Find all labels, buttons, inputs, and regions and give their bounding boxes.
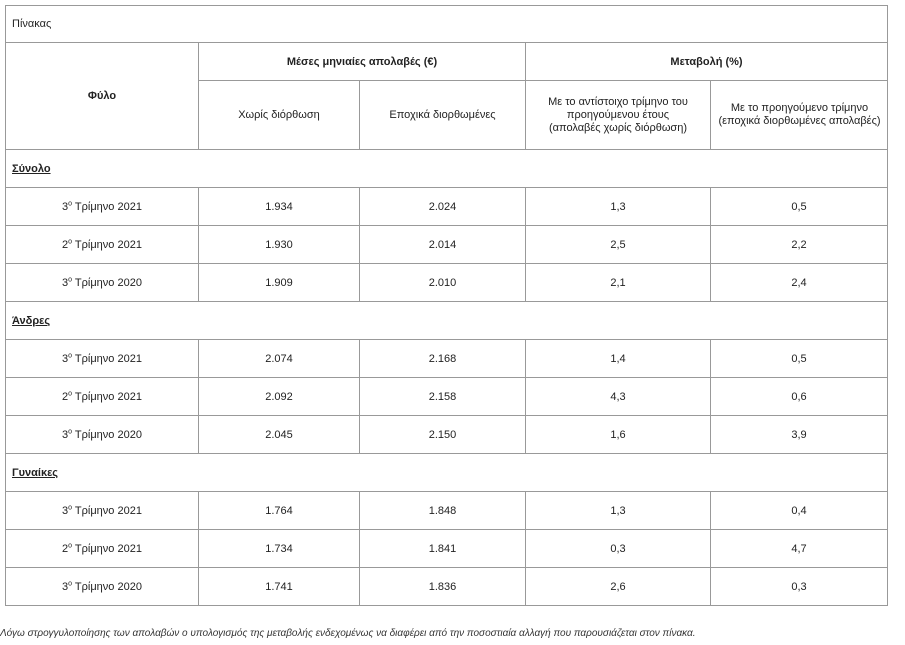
unadjusted-cell: 1.934 [199,188,360,226]
table-row [6,492,888,530]
period-cell [6,568,199,606]
quarter-ordinal: ο [68,427,73,435]
table-row [6,264,888,302]
qoq-cell: 2,4 [711,264,888,302]
qoq-cell: 4,7 [711,530,888,568]
period-cell [6,226,199,264]
seasonal-cell: 2.150 [360,416,526,454]
quarter-ordinal: ο [68,541,73,549]
seasonal-cell: 1.848 [360,492,526,530]
qoq-cell: 0,6 [711,378,888,416]
earnings-group-header: Μέσες μηνιαίες απολαβές (€) [199,43,526,81]
table-row [6,530,888,568]
yoy-cell: 2,5 [526,226,711,264]
qoq-cell: 0,4 [711,492,888,530]
seasonal-cell: 2.158 [360,378,526,416]
qoq-cell: 3,9 [711,416,888,454]
footnote: Λόγω στρογγυλοποίησης των απολαβών ο υπολογισμός της μεταβολής ενδεχομένως να διαφέρει από την ποσοστιαία αλλαγή που παρουσιάζεται στον πίνακα. [0,628,696,639]
unadjusted-cell: 2.092 [199,378,360,416]
quarter-number: 3 [62,200,69,213]
qoq-cell: 0,5 [711,340,888,378]
quarter-number: 3 [62,428,69,441]
quarter-ordinal: ο [68,579,73,587]
period-label: Τρίμηνο 2020 [74,580,142,593]
unadjusted-cell: 2.045 [199,416,360,454]
change-group-header: Μεταβολή (%) [526,43,888,81]
yoy-cell: 2,6 [526,568,711,606]
table-row [6,188,888,226]
period-label: Τρίμηνο 2021 [74,352,142,365]
section-label: Σύνολο [6,150,888,188]
table-row [6,340,888,378]
unadjusted-cell: 1.734 [199,530,360,568]
period-label: Τρίμηνο 2020 [74,276,142,289]
quarter-ordinal: ο [68,389,73,397]
section-row [6,302,888,340]
table-title: Πίνακας [6,6,888,43]
unadjusted-column-header: Χωρίς διόρθωση [199,81,360,150]
quarter-number: 2 [62,238,69,251]
period-label: Τρίμηνο 2021 [74,504,142,517]
period-cell [6,264,199,302]
quarter-ordinal: ο [68,503,73,511]
earnings-table [5,5,888,606]
yoy-cell: 1,3 [526,492,711,530]
seasonal-cell: 2.010 [360,264,526,302]
section-label: Γυναίκες [6,454,888,492]
quarter-number: 3 [62,580,69,593]
period-label: Τρίμηνο 2021 [74,390,142,403]
period-cell [6,188,199,226]
unadjusted-cell: 2.074 [199,340,360,378]
table-row [6,416,888,454]
section-row [6,454,888,492]
period-cell [6,492,199,530]
table-row [6,568,888,606]
unadjusted-cell: 1.930 [199,226,360,264]
period-label: Τρίμηνο 2021 [74,542,142,555]
qoq-cell: 2,2 [711,226,888,264]
unadjusted-cell: 1.909 [199,264,360,302]
quarter-ordinal: ο [68,275,73,283]
period-label: Τρίμηνο 2020 [74,428,142,441]
quarter-number: 2 [62,542,69,555]
seasonal-cell: 2.168 [360,340,526,378]
sex-column-header: Φύλο [6,43,199,150]
quarter-ordinal: ο [68,199,73,207]
seasonal-cell: 1.836 [360,568,526,606]
period-cell [6,530,199,568]
yoy-cell: 1,6 [526,416,711,454]
quarter-ordinal: ο [68,351,73,359]
yoy-cell: 1,4 [526,340,711,378]
period-label: Τρίμηνο 2021 [74,238,142,251]
unadjusted-cell: 1.764 [199,492,360,530]
yoy-cell: 4,3 [526,378,711,416]
unadjusted-cell: 1.741 [199,568,360,606]
quarter-number: 3 [62,352,69,365]
yoy-cell: 1,3 [526,188,711,226]
table-row [6,226,888,264]
period-cell [6,416,199,454]
period-label: Τρίμηνο 2021 [74,200,142,213]
period-cell [6,340,199,378]
yoy-column-header: Με το αντίστοιχο τρίμηνο του προηγούμενου έτους (απολαβές χωρίς διόρθωση) [526,81,711,150]
qoq-cell: 0,5 [711,188,888,226]
qoq-cell: 0,3 [711,568,888,606]
table-row [6,378,888,416]
quarter-ordinal: ο [68,237,73,245]
yoy-cell: 2,1 [526,264,711,302]
yoy-cell: 0,3 [526,530,711,568]
section-label: Άνδρες [6,302,888,340]
quarter-number: 3 [62,276,69,289]
section-row [6,150,888,188]
seasonal-cell: 2.014 [360,226,526,264]
period-cell [6,378,199,416]
quarter-number: 3 [62,504,69,517]
seasonal-column-header: Εποχικά διορθωμένες [360,81,526,150]
seasonal-cell: 1.841 [360,530,526,568]
seasonal-cell: 2.024 [360,188,526,226]
quarter-number: 2 [62,390,69,403]
qoq-column-header: Με το προηγούμενο τρίμηνο (εποχικά διορθωμένες απολαβές) [711,81,888,150]
